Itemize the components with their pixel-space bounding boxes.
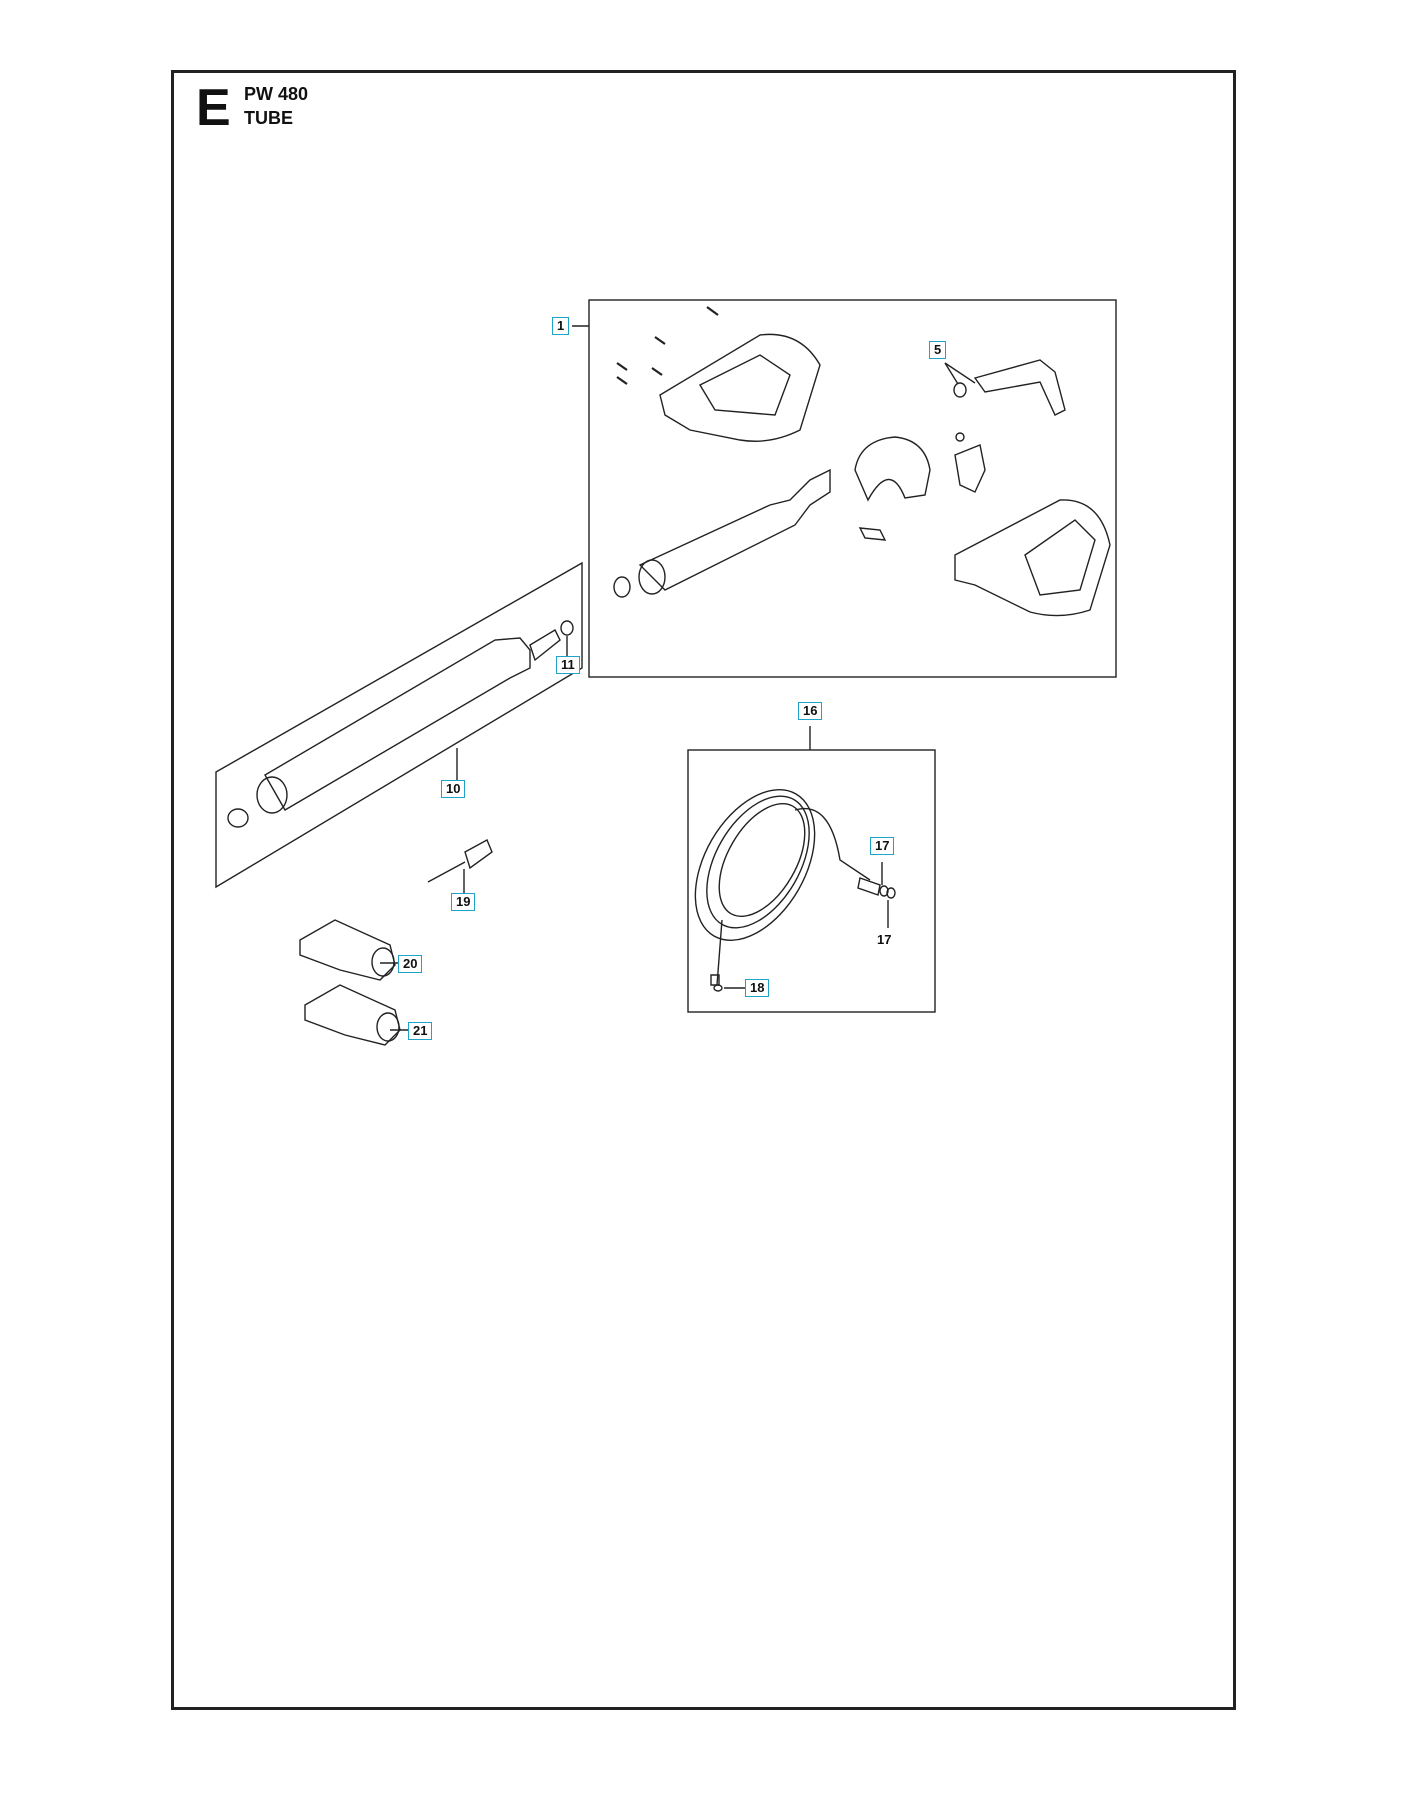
nozzle-19 [465, 840, 492, 868]
handle-left-half [660, 334, 820, 441]
callout-18: 18 [745, 979, 769, 997]
callout-20: 20 [398, 955, 422, 973]
nozzle-20 [300, 920, 395, 980]
clip [860, 528, 885, 540]
inner-tube [640, 470, 830, 590]
screws [617, 307, 718, 384]
callout-19: 19 [451, 893, 475, 911]
nozzle-21 [305, 985, 400, 1045]
hose-coil [671, 769, 870, 985]
lance-tube [265, 638, 530, 810]
section-letter: E [196, 79, 231, 137]
gun-assembly-box [589, 300, 1116, 677]
hose-box [688, 750, 935, 1012]
trigger [855, 437, 930, 500]
handle-right-half [955, 500, 1110, 616]
section-title: TUBE [244, 108, 293, 128]
lance-coupler [975, 360, 1065, 415]
callout-16: 16 [798, 702, 822, 720]
callout-21: 21 [408, 1022, 432, 1040]
callout-11: 11 [556, 656, 580, 674]
lance-tube-box [216, 563, 582, 887]
hose-fitting [858, 878, 880, 895]
callout-10: 10 [441, 780, 465, 798]
callout-17-plain: 17 [877, 932, 892, 947]
callout-5: 5 [929, 341, 946, 359]
model-name: PW 480 [244, 84, 309, 104]
valve [955, 445, 985, 492]
callout-1: 1 [552, 317, 569, 335]
callout-17-box: 17 [870, 837, 894, 855]
